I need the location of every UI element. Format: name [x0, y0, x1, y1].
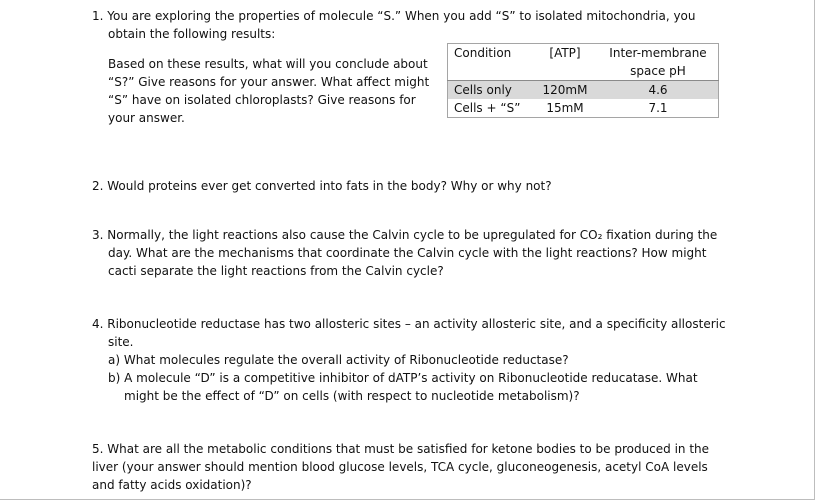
question-1-prompt-line: “S?” Give reasons for your answer. What affect might	[108, 75, 430, 89]
question-4a: a) What molecules regulate the overall activity of Ribonucleotide reductase?	[108, 353, 569, 367]
question-4b-continued: might be the effect of “D” on cells (with respect to nucleotide metabolism)?	[124, 389, 580, 403]
table-row	[448, 81, 719, 100]
question-1-prompt-line: Based on these results, what will you conclude about	[108, 57, 428, 71]
column-header-ph: Inter-membrane space pH	[609, 46, 707, 78]
question-3	[92, 226, 717, 280]
question-3-line: cacti separate the light reactions from the Calvin cycle?	[108, 264, 444, 278]
question-5-line: and fatty acids oxidation)?	[92, 478, 252, 492]
table-cell: 4.6	[598, 81, 719, 100]
question-1-prompt-line: your answer.	[108, 111, 185, 125]
question-4-line: 4. Ribonucleotide reductase has two allosteric sites – an activity allosteric site, and a specificity allosteric	[92, 317, 726, 331]
table-row	[448, 99, 719, 118]
question-4b: b) A molecule “D” is a competitive inhibitor of dATP’s activity on Ribonucleotide reducatase. What	[108, 371, 698, 385]
table-cell: 15mM	[546, 101, 584, 115]
question-3-line: day. What are the mechanisms that coordinate the Calvin cycle with the light reactions? How might	[108, 246, 707, 260]
question-5	[92, 440, 709, 494]
table-cell: Cells only	[448, 81, 533, 100]
question-2-line: 2. Would proteins ever get converted into fats in the body? Why or why not?	[92, 179, 552, 193]
question-3-line: 3. Normally, the light reactions also cause the Calvin cycle to be upregulated for CO₂ fixation during the	[92, 228, 718, 242]
table-cell: 7.1	[648, 101, 668, 115]
results-table	[447, 43, 719, 118]
question-1-line: 1. You are exploring the properties of molecule “S.” When you add “S” to isolated mitochondria, you	[92, 9, 696, 23]
question-4-line: site.	[108, 335, 134, 349]
question-1-line: obtain the following results:	[108, 27, 276, 41]
question-5-line: liver (your answer should mention blood glucose levels, TCA cycle, gluconeogenesis, acetyl CoA levels	[92, 460, 708, 474]
question-1-header	[92, 7, 696, 43]
question-5-line: 5. What are all the metabolic conditions that must be satisfied for ketone bodies to be produced in the	[92, 442, 710, 456]
question-2	[92, 177, 552, 195]
column-header-condition: Condition	[454, 46, 512, 60]
question-1-prompt-line: “S” have on isolated chloroplasts? Give reasons for	[108, 93, 416, 107]
question-4	[92, 315, 726, 405]
question-1-prompt	[108, 55, 429, 127]
table-cell: Cells + “S”	[454, 101, 521, 115]
results-table-header-row	[448, 44, 719, 81]
table-cell: 120mM	[532, 81, 598, 100]
column-header-atp: [ATP]	[549, 46, 581, 60]
